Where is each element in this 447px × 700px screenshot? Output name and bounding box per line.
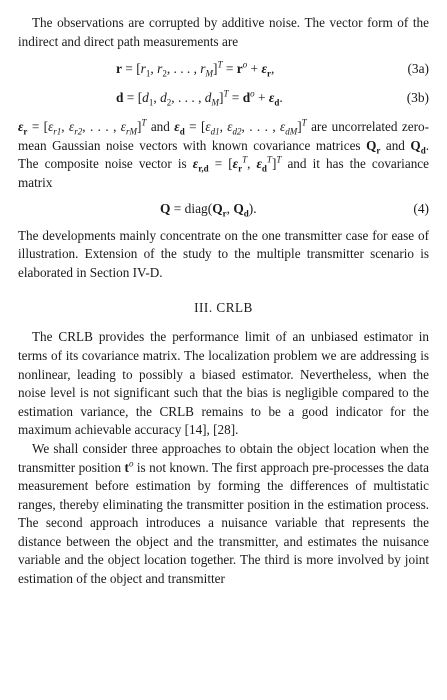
paper-column	[18, 0, 429, 589]
equation-3b-body: $d = [d_1$, $d_2$, . . . , $d_M]^T = d^o + \varepsilon_d$.	[116, 88, 283, 108]
noise-paragraph: $\varepsilon_r = [\varepsilon_{r1}$, $\varepsilon_{r2}$, . . . , $\varepsilon_{rM}]^T$ and $\varepsilon_d = [\varepsilon_{d1}$, $\varepsilon_{d2}$, . . . , $\varepsilon_{dM}]^T$ are uncorrelated zero-mean Gaussian noise vectors with known covariance matrices $Q_r$ and $Q_d$. The composite noise vector is $\varepsilon_{r,d} = [\varepsilon_r^T$, $\varepsilon_d^T]^T$ and it has the covariance matrix	[18, 117, 429, 190]
equation-3a	[18, 59, 429, 81]
equation-3b	[18, 88, 429, 110]
intro-paragraph: The observations are corrupted by additive noise. The vector form of the indirect and direct path measurements are	[18, 15, 429, 49]
after-eq4-paragraph: The developments mainly concentrate on the one transmitter case for ease of illustration. Extension of the study to the multiple transmitter scenario is elaborated in Section IV-D.	[18, 227, 429, 280]
crlb-paragraph-2: We shall consider three approaches to obtain the object location when the transmitter position $t^o$ is not known. The first approach pre-processes the data measurement before estimation by forming the differences of multistatic ranges, thereby eliminating the transmitter position in the estimation process. The second approach introduces a nuisance variable that represents the distance between the object and the transmitter, and estimates the nuisance variable and the object location together. The third is more involved by joint estimation of the object and transmitter	[18, 440, 429, 587]
equation-3a-number: (3a)	[407, 61, 429, 77]
section-heading: III. CRLB	[194, 300, 253, 316]
equation-3b-number: (3b)	[406, 90, 429, 106]
equation-4-number: (4)	[413, 200, 429, 216]
equation-3a-body: $r = [r_1$, $r_2$, . . . , $r_M]^T = r^o + \varepsilon_r$,	[116, 59, 275, 79]
equation-4-body: $Q = diag(Q_r$, $Q_d$).	[160, 200, 257, 219]
crlb-paragraph-1: The CRLB provides the performance limit of an unbiased estimator in terms of its covariance matrix. The localization problem we are addressing is nonlinear, leading to possibly a biased estimator. Nevertheless, when the noise level is not significant such that the bias is negligible compared to the estimation variance, the CRLB remains to be a good indicator for the maximum achievable accuracy [14], [28].	[18, 329, 429, 438]
equation-4	[18, 199, 429, 221]
